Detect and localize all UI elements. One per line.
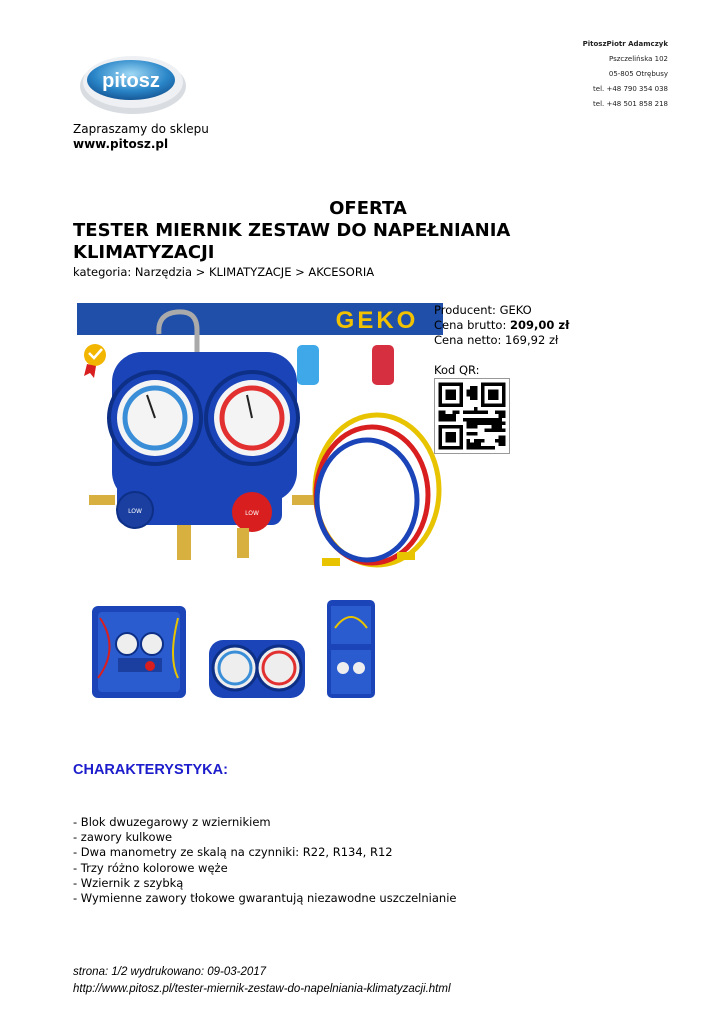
- thumbnail-1[interactable]: [90, 598, 188, 702]
- producer-value: GEKO: [499, 303, 532, 317]
- thumbnail-3[interactable]: [325, 598, 377, 702]
- company-info: [583, 37, 668, 112]
- feature-item: - Wymienne zawory tłokowe gwarantują niezawodne uszczelnianie: [73, 891, 457, 906]
- product-title-line-1: TESTER MIERNIK ZESTAW DO NAPEŁNIANIA: [73, 220, 511, 241]
- net-price-label: Cena netto:: [434, 333, 502, 347]
- svg-text:LOW: LOW: [128, 508, 142, 515]
- feature-item: - zawory kulkowe: [73, 830, 173, 845]
- page-url[interactable]: http://www.pitosz.pl/tester-miernik-zestaw-do-napelniania-klimatyzacji.html: [73, 982, 451, 995]
- svg-text:GEKO: GEKO: [335, 307, 419, 334]
- company-phone-1: tel. +48 790 354 038: [593, 85, 668, 93]
- feature-item: - Trzy różno kolorowe węże: [73, 860, 228, 875]
- welcome-text: Zapraszamy do sklepu: [73, 122, 209, 136]
- welcome-block: [73, 122, 209, 152]
- category-breadcrumb: kategoria: Narzędzia > KLIMATYZACJE > AKCESORIA: [73, 265, 375, 279]
- product-info: [434, 303, 569, 378]
- characteristics-heading: CHARAKTERYSTYKA:: [73, 762, 228, 778]
- producer-row: [434, 303, 569, 318]
- product-main-image[interactable]: [77, 300, 443, 578]
- thumbnail-2[interactable]: [205, 598, 308, 702]
- gross-price-row: [434, 318, 569, 333]
- pitosz-logo[interactable]: [78, 50, 188, 116]
- feature-item: - Wziernik z szybką: [73, 875, 184, 890]
- product-title-line-2: KLIMATYZACJI: [73, 242, 215, 263]
- company-phone-2: tel. +48 501 858 218: [593, 100, 668, 108]
- qr-code[interactable]: [434, 378, 510, 454]
- company-name: PitoszPiotr Adamczyk: [582, 40, 668, 48]
- producer-label: Producent:: [434, 303, 496, 317]
- offer-header: [73, 198, 673, 264]
- company-city: 05-805 Otrębusy: [608, 70, 668, 78]
- feature-item: - Dwa manometry ze skalą na czynniki: R22, R134, R12: [73, 845, 393, 860]
- net-price-row: [434, 333, 569, 348]
- features-list: [73, 815, 456, 906]
- gross-price-value: 209,00 zł: [510, 318, 570, 332]
- gross-price-label: Cena brutto:: [434, 318, 507, 332]
- qr-label: Kod QR:: [434, 363, 480, 377]
- page-footer: [73, 964, 451, 997]
- feature-item: - Blok dwuzegarowy z wziernikiem: [73, 815, 271, 829]
- shop-link[interactable]: www.pitosz.pl: [73, 137, 169, 151]
- svg-text:LOW: LOW: [245, 510, 259, 517]
- net-price-value: 169,92 zł: [505, 333, 559, 347]
- offer-label: OFERTA: [329, 198, 407, 219]
- page-info: strona: 1/2 wydrukowano: 09-03-2017: [73, 966, 267, 978]
- svg-text:pitosz: pitosz: [102, 70, 160, 92]
- company-street: Pszczelińska 102: [608, 55, 668, 63]
